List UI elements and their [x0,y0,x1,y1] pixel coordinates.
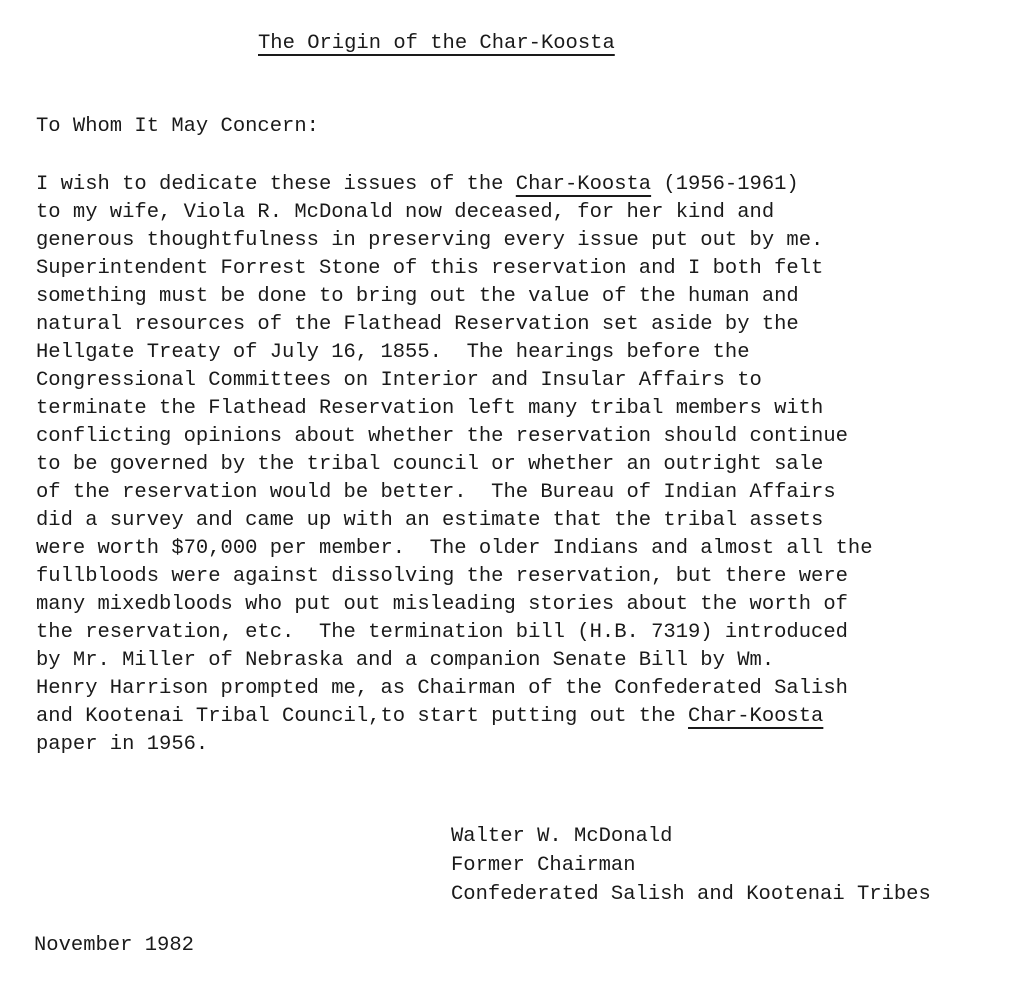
body-line: terminate the Flathead Reservation left many tribal members with [36,397,824,420]
body-line [36,703,996,731]
salutation: To Whom It May Concern: [36,115,319,138]
body-line: Hellgate Treaty of July 16, 1855. The hearings before the [36,341,750,364]
body-line-text: I wish to dedicate these issues of the [36,173,516,196]
document-title: The Origin of the Char-Koosta [258,32,615,55]
body-line: Superintendent Forrest Stone of this reservation and I both felt [36,257,824,280]
body-line: generous thoughtfulness in preserving every issue put out by me. [36,229,824,252]
body-line: to be governed by the tribal council or whether an outright sale [36,453,824,476]
body-line: of the reservation would be better. The Bureau of Indian Affairs [36,481,836,504]
body-line: natural resources of the Flathead Reservation set aside by the [36,313,799,336]
body-line-text: and Kootenai Tribal Council,to start putting out the [36,705,689,728]
body-line: paper in 1956. [36,733,209,756]
underlined-newspaper-title: Char-Koosta [688,705,824,728]
signature-block [451,822,931,909]
signature-name: Walter W. McDonald [451,825,673,848]
body-line: fullbloods were against dissolving the reservation, but there were [36,565,848,588]
body-line: to my wife, Viola R. McDonald now deceased, for her kind and [36,201,775,224]
body-line: conflicting opinions about whether the reservation should continue [36,425,848,448]
underlined-newspaper-title: Char-Koosta [515,173,652,196]
body-line-text: (1956-1961) [651,173,799,196]
body-line: were worth $70,000 per member. The older Indians and almost all the [36,537,873,560]
letter-date: November 1982 [34,934,194,957]
signature-organization: Confederated Salish and Kootenai Tribes [451,883,931,906]
body-line: many mixedbloods who put out misleading stories about the worth of [36,593,848,616]
body-line: did a survey and came up with an estimate that the tribal assets [36,509,824,532]
body-line: Henry Harrison prompted me, as Chairman of the Confederated Salish [36,677,848,700]
letter-body [36,171,996,759]
body-line: the reservation, etc. The termination bill (H.B. 7319) introduced [36,621,848,644]
body-line: something must be done to bring out the value of the human and [36,285,799,308]
body-line: Congressional Committees on Interior and Insular Affairs to [36,369,762,392]
body-line [36,171,996,199]
body-line: by Mr. Miller of Nebraska and a companion Senate Bill by Wm. [36,649,775,672]
signature-position: Former Chairman [451,854,636,877]
